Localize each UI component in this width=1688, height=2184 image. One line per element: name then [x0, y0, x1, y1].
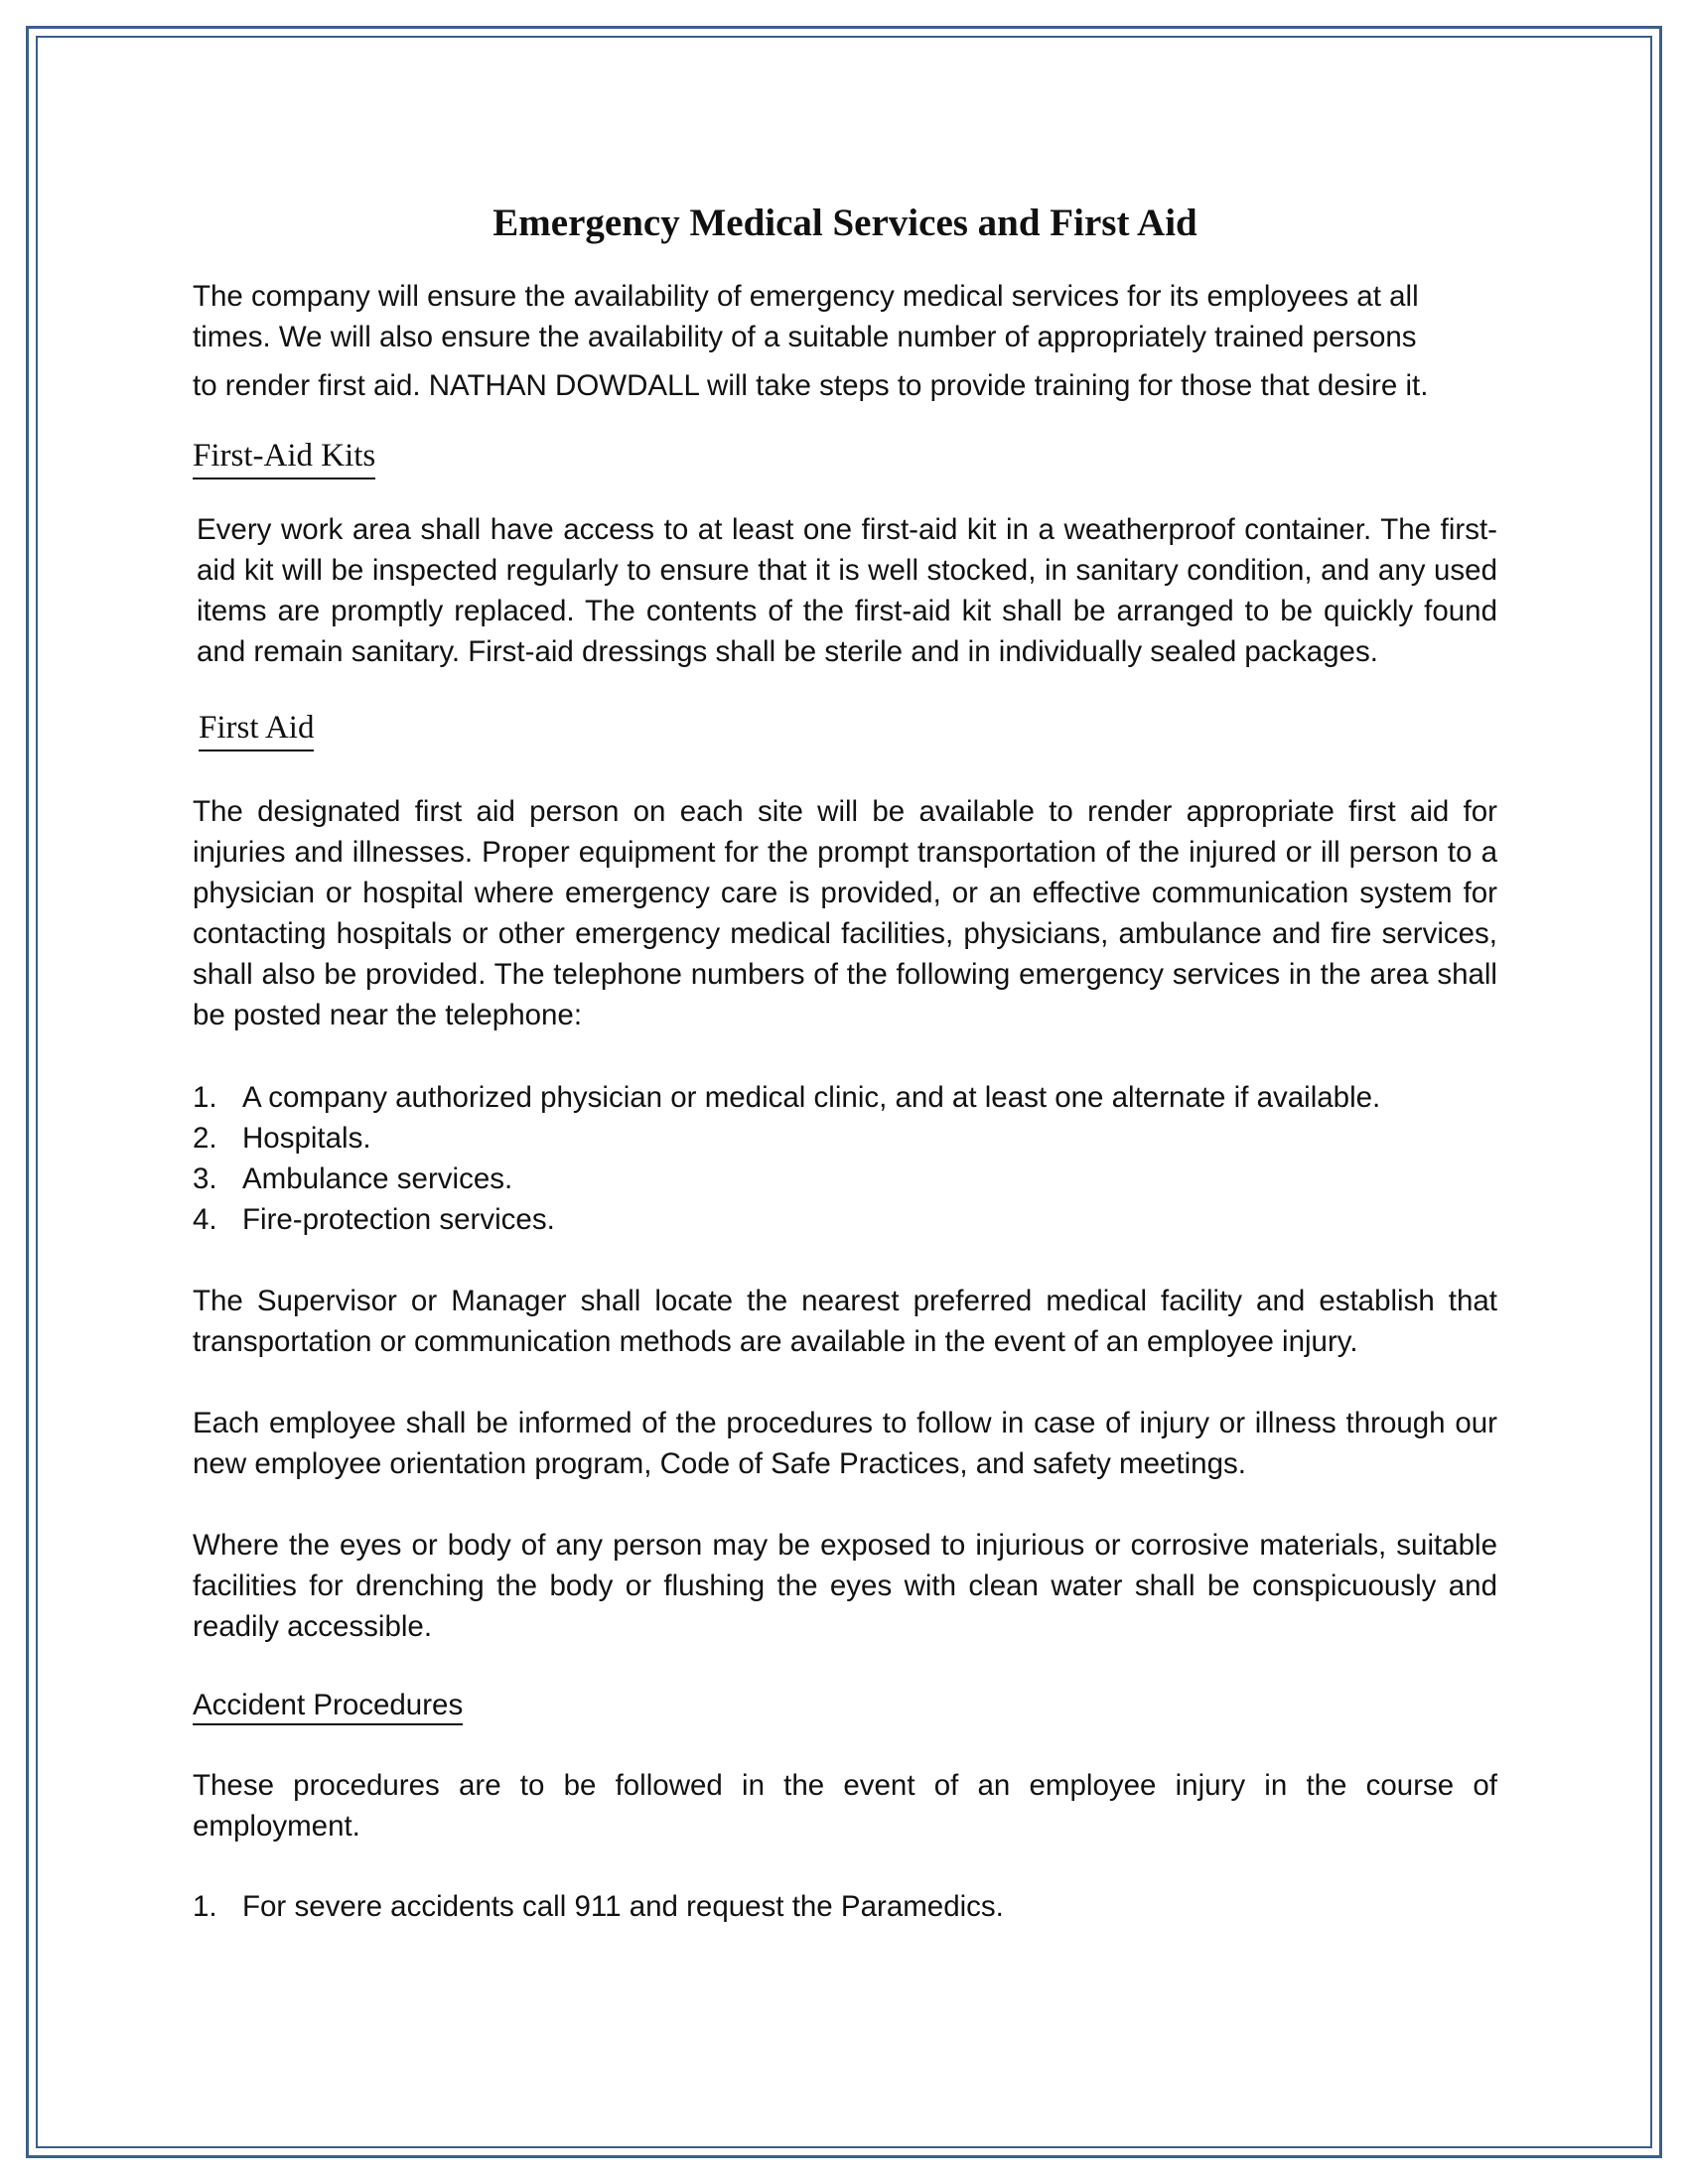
eyes-body-paragraph: Where the eyes or body of any person may be exposed to injurious or corrosive materials, suitable facilities for drenching the body or flushing the eyes with clean water shall be conspicuously and readily accessible.	[193, 1529, 1497, 1643]
accident-procedures-paragraph: These procedures are to be followed in the event of an employee injury in the course of employment.	[193, 1769, 1497, 1843]
first-aid-paragraph: The designated first aid person on each site will be available to render appropriate first aid for injuries and illnesses. Proper equipment for the prompt transportation of the injured or ill person to a physician or hospital where emergency care is provided, or an effective communication system for contacting hospitals or other emergency medical facilities, physicians, ambulance and fire services, shall also be provided. The telephone numbers of the following emergency services in the area shall be posted near the telephone:	[193, 795, 1497, 1031]
list-item	[193, 1199, 1497, 1240]
list-item	[193, 1077, 1497, 1118]
emergency-services-list	[193, 1077, 1497, 1240]
document-title: Emergency Medical Services and First Aid	[492, 202, 1197, 244]
list-item	[193, 1886, 1497, 1927]
accident-procedures-list	[193, 1886, 1497, 1927]
list-item-text: Ambulance services.	[242, 1162, 513, 1195]
list-item-number: 1.	[193, 1890, 217, 1923]
document-page	[193, 199, 1497, 1927]
list-item-number: 1.	[193, 1081, 217, 1114]
list-item-text: Hospitals.	[242, 1122, 371, 1155]
list-item	[193, 1159, 1497, 1199]
list-item	[193, 1118, 1497, 1159]
list-item-text: A company authorized physician or medical clinic, and at least one alternate if available.	[242, 1081, 1381, 1114]
list-item-text: Fire-protection services.	[242, 1203, 555, 1236]
first-aid-section	[199, 706, 1497, 751]
list-item-number: 4.	[193, 1203, 217, 1236]
accident-procedures-heading: Accident Procedures	[193, 1688, 463, 1725]
list-item-text: For severe accidents call 911 and request the Paramedics.	[242, 1890, 1004, 1923]
supervisor-paragraph: The Supervisor or Manager shall locate the nearest preferred medical facility and establish that transportation or communication methods are available in the event of an employee injury.	[193, 1285, 1497, 1358]
employee-paragraph: Each employee shall be informed of the procedures to follow in case of injury or illness through our new employee orientation program, Code of Safe Practices, and safety meetings.	[193, 1407, 1497, 1480]
first-aid-heading: First Aid	[199, 706, 314, 751]
intro-text: The company will ensure the availability of emergency medical services for its employees at all times. We will also ensure the availability of a suitable number of appropriately trained persons	[193, 280, 1419, 353]
first-aid-kits-heading: First-Aid Kits	[193, 434, 375, 479]
accident-procedures-section	[193, 1685, 1497, 1725]
intro-paragraph	[193, 276, 1497, 406]
list-item-number: 3.	[193, 1162, 217, 1195]
first-aid-kits-section	[193, 434, 1497, 479]
first-aid-kits-paragraph: Every work area shall have access to at least one first-aid kit in a weatherproof container. The first-aid kit will be inspected regularly to ensure that it is well stocked, in sanitary condition, and any used items are promptly replaced. The contents of the first-aid kit shall be arranged to be quickly found and remain sanitary. First-aid dressings shall be sterile and in individually sealed packages.	[197, 513, 1497, 668]
intro-text-last: to render first aid. NATHAN DOWDALL will take steps to provide training for those that desire it.	[193, 369, 1429, 402]
list-item-number: 2.	[193, 1122, 217, 1155]
